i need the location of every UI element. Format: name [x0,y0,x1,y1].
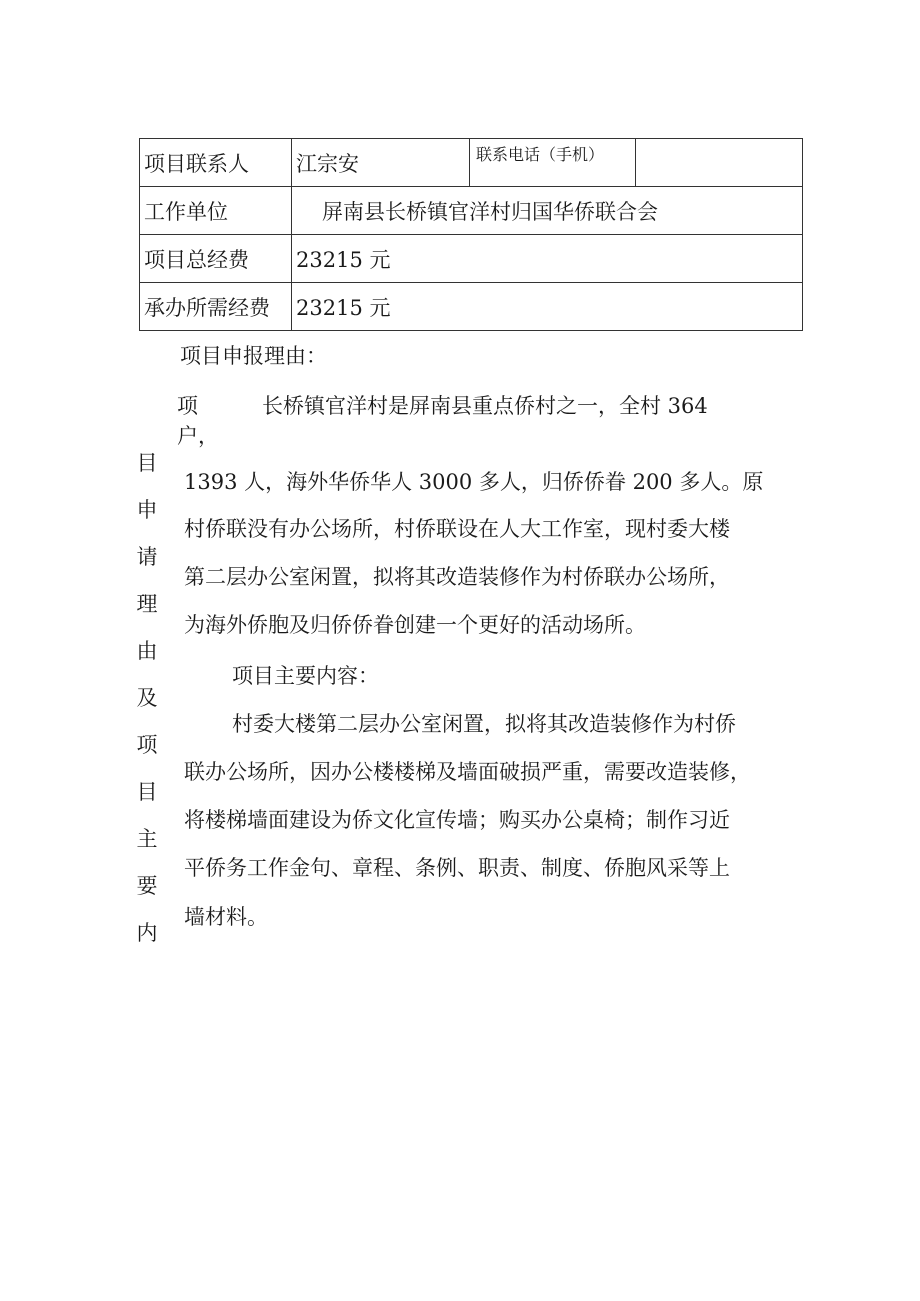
table-row [140,139,803,187]
side-label-char: 理 [136,592,158,616]
reason-line-3: 村侨联没有办公场所，村侨联设在人大工作室，现村委大楼 [184,517,730,541]
reason-heading: 项目申报理由： [180,344,327,368]
reason-line-1: 长桥镇官洋村是屏南县重点侨村之一，全村 364 [262,394,708,418]
reason-line-5: 为海外侨胞及归侨侨眷创建一个更好的活动场所。 [184,613,646,637]
reason-first-char: 项 [177,394,198,418]
needed-budget-label: 承办所需经费 [140,283,292,331]
side-label-char: 主 [136,827,158,851]
content-line-2: 联办公场所，因办公楼楼梯及墙面破损严重，需要改造装修， [184,760,751,784]
content-line-5: 墙材料。 [184,905,268,929]
side-label-char: 要 [136,874,158,898]
org-value: 屏南县长桥镇官洋村归国华侨联合会 [292,187,803,235]
table-row [140,235,803,283]
side-label-char: 项 [136,733,158,757]
reason-line-2: 1393 人，海外华侨华人 3000 多人，归侨侨眷 200 多人。原 [184,470,764,494]
total-budget-value: 23215 元 [292,235,803,283]
vertical-side-label [135,440,159,957]
total-budget-label: 项目总经费 [140,235,292,283]
needed-budget-value: 23215 元 [292,283,803,331]
table-row [140,283,803,331]
reason-line-4: 第二层办公室闲置，拟将其改造装修作为村侨联办公场所， [184,565,730,589]
side-label-char: 内 [136,921,158,945]
side-label-char: 由 [136,639,158,663]
side-label-char: 及 [136,686,158,710]
phone-label: 联系电话（手机） [470,139,636,187]
project-info-table [139,138,803,331]
content-line-4: 平侨务工作金句、章程、条例、职责、制度、侨胞风采等上 [184,856,730,880]
contact-label: 项目联系人 [140,139,292,187]
table-row [140,187,803,235]
org-label: 工作单位 [140,187,292,235]
side-label-char: 请 [136,545,158,569]
contact-value: 江宗安 [292,139,470,187]
side-label-char: 目 [136,780,158,804]
side-label-char: 目 [136,451,158,475]
content-heading: 项目主要内容： [232,664,379,688]
phone-value [636,139,803,187]
content-line-3: 将楼梯墙面建设为侨文化宣传墙；购买办公桌椅；制作习近 [184,808,730,832]
side-label-char: 申 [136,498,158,522]
reason-line-1-tail: 户， [177,424,219,448]
content-line-1: 村委大楼第二层办公室闲置，拟将其改造装修作为村侨 [232,712,736,736]
